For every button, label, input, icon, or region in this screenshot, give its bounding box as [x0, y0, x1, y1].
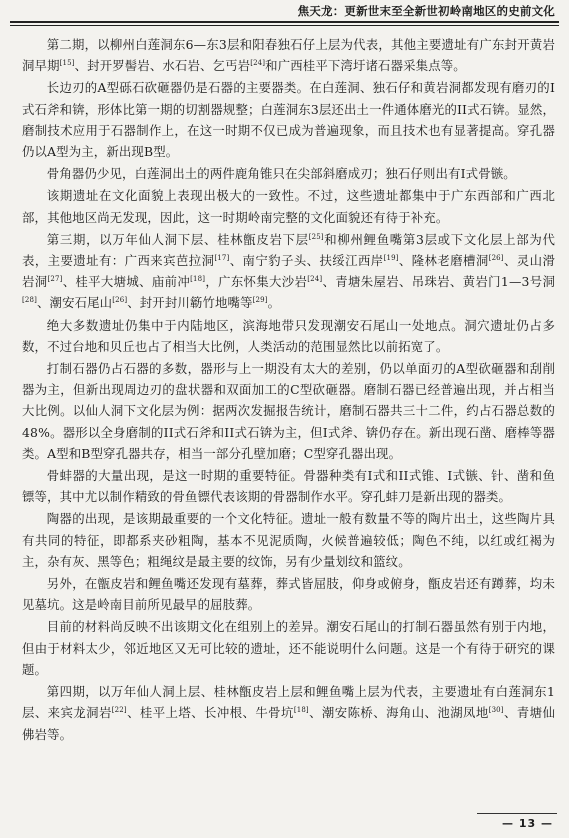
running-header-title: 焦天龙：更新世末至全新世初岭南地区的史前文化 [297, 4, 555, 18]
paragraph-text: 、桂平大塘城、庙前冲 [62, 274, 191, 290]
citation-mark: [18] [190, 275, 206, 284]
citation-mark: [24] [307, 275, 323, 284]
paragraph [22, 77, 555, 162]
paragraph-text: 另外，在甑皮岩和鲤鱼嘴还发现有墓葬，葬式皆屈肢，仰身或俯身，甑皮岩还有蹲葬，均未见墓坑。这是岭南目前所见最早的屈肢葬。 [22, 576, 555, 613]
citation-mark: [22] [111, 706, 127, 715]
paragraph-text: 该期遗址在文化面貌上表现出极大的一致性。不过，这些遗址都集中于广东西部和广西北部，其他地区尚无发现，因此，这一时期岭南完整的文化面貌还有待于补充。 [22, 188, 555, 225]
paragraph-text: 骨蚌器的大量出现，是这一时期的重要特征。骨器种类有I式和II式锥、I式镞、针、凿和鱼镖等，其中尤以制作精致的骨鱼镖代表该期的骨器制作水平。穿孔蚌刀是新出现的器类。 [22, 468, 555, 505]
page-number: — 13 — [502, 817, 553, 830]
header-rule-thin [10, 25, 559, 26]
citation-mark: [28] [22, 296, 37, 305]
paragraph [22, 229, 555, 314]
paragraph [22, 681, 555, 745]
citation-mark: [25] [308, 232, 324, 241]
paragraph-text: 骨角器仍少见，白莲洞出土的两件鹿角锥只在尖部斜磨成刃；独石仔则出有I式骨镞。 [46, 166, 516, 182]
paragraph [22, 185, 555, 227]
paragraph [22, 508, 555, 572]
paragraph-text: 第三期，以万年仙人洞下层、桂林甑皮岩下层 [46, 231, 309, 247]
paragraph-text: 长边刃的A型砾石砍砸器仍是石器的主要器类。在白莲洞、独石仔和黄岩洞都发现有磨刃的I式石斧和锛，形体比第一期的切割器规整；白莲洞东3层还出土一件通体磨光的II式石锛。显然，磨制技术应用于石器制作上，在这一时期不仅已成为普遍现象，而且技术也有显著提高。穿孔器仍以A型为主，新出现B型。 [22, 80, 555, 160]
body-text [22, 34, 555, 746]
paragraph-text: 、桂平上塔、长冲根、牛骨坑 [126, 705, 294, 721]
paragraph-text: 、灵山滑岩洞 [22, 253, 555, 290]
paragraph-text: 、青塘仙佛岩等。 [22, 705, 555, 742]
paragraph-text: 。 [267, 295, 281, 311]
paragraph [22, 34, 555, 76]
paragraph-text: 、潮安石尾山 [36, 295, 113, 311]
paragraph-text: 、封开封川簕竹地嘴等 [127, 295, 253, 311]
citation-mark: [18] [293, 706, 309, 715]
paragraph [22, 573, 555, 615]
paragraph-text: 目前的材料尚反映不出该期文化在组别上的差异。潮安石尾山的打制石器虽然有别于内地，但由于材料太少，邻近地区又无可比较的遗址，还不能说明什么问题。这是一个有待于研究的课题。 [22, 619, 555, 677]
citation-mark: [26] [112, 296, 128, 305]
paragraph-text: 和柳州鲤鱼嘴第3层或下文化层上部为代表，主要遗址有：广西来宾芭拉洞 [22, 231, 556, 269]
paragraph-text: 、南宁豹子头、扶绥江西岸 [229, 253, 384, 269]
citation-mark: [29] [252, 296, 268, 305]
citation-mark: [30] [488, 706, 504, 715]
citation-mark: [15] [59, 59, 75, 68]
paragraph-text: 、隆林老磨槽洞 [398, 253, 489, 269]
paragraph-text: 陶器的出现，是该期最重要的一个文化特征。遗址一般有数量不等的陶片出土，这些陶片具有共同的特征，即都系夹砂粗陶，基本不见泥质陶，火候普遍较低；陶色不纯，以红或红褐为主，杂有灰、黑等色；粗绳纹是最主要的纹饰，另有少量划纹和篮纹。 [22, 511, 555, 569]
paragraph-text: 和广西桂平下湾圩诸石器采集点等。 [265, 58, 466, 74]
paragraph-text: 、潮安陈桥、海角山、池湖凤地 [308, 705, 489, 721]
paragraph [22, 616, 555, 680]
footer-rule [477, 813, 557, 814]
header-rule-thick [10, 21, 559, 23]
paragraph-text: ，广东怀集大沙岩 [205, 274, 308, 290]
citation-mark: [24] [250, 59, 266, 68]
paragraph [22, 465, 555, 507]
citation-mark: [17] [214, 253, 230, 262]
citation-mark: [27] [47, 275, 63, 284]
citation-mark: [26] [488, 253, 504, 262]
paragraph [22, 315, 555, 357]
paragraph-text: 、青塘朱屋岩、吊珠岩、黄岩门1—3号洞 [322, 274, 556, 290]
citation-mark: [19] [383, 253, 399, 262]
paragraph [22, 358, 555, 464]
paragraph [22, 163, 555, 184]
paragraph-text: 打制石器仍占石器的多数，器形与上一期没有太大的差别，仍以单面刃的A型砍砸器和刮削器为主，但新出现周边刃的盘状器和双面加工的C型砍砸器。磨制石器已经普遍出现，并占相当大比例。以仙人洞下文化层为例：据两次发掘报告统计，磨制石器共三十二件，约占石器总数的48%。器形以全身磨制的II式石斧和II式石锛为主，但I式斧、锛仍存在。新出现石凿、磨棒等器类。A型和B型穿孔器共存，相当一部分孔壁加磨；C型穿孔器出现。 [22, 361, 555, 461]
running-header [0, 0, 569, 22]
paragraph-text: 第四期，以万年仙人洞上层、桂林甑皮岩上层和鲤鱼嘴上层为代表，主要遗址有白莲洞东1层、来宾龙洞岩 [22, 684, 555, 721]
paragraph-text: 绝大多数遗址仍集中于内陆地区，滨海地带只发现潮安石尾山一处地点。洞穴遗址仍占多数，不过台地和贝丘也占了相当大比例，人类活动的范围显然比以前拓宽了。 [22, 317, 555, 354]
paragraph-text: 、封开罗髻岩、水石岩、乞丐岩 [74, 58, 251, 74]
paragraph-text: 第二期，以柳州白莲洞东6—东3层和阳春独石仔上层为代表，其他主要遗址有广东封开黄岩洞早期 [22, 37, 555, 74]
